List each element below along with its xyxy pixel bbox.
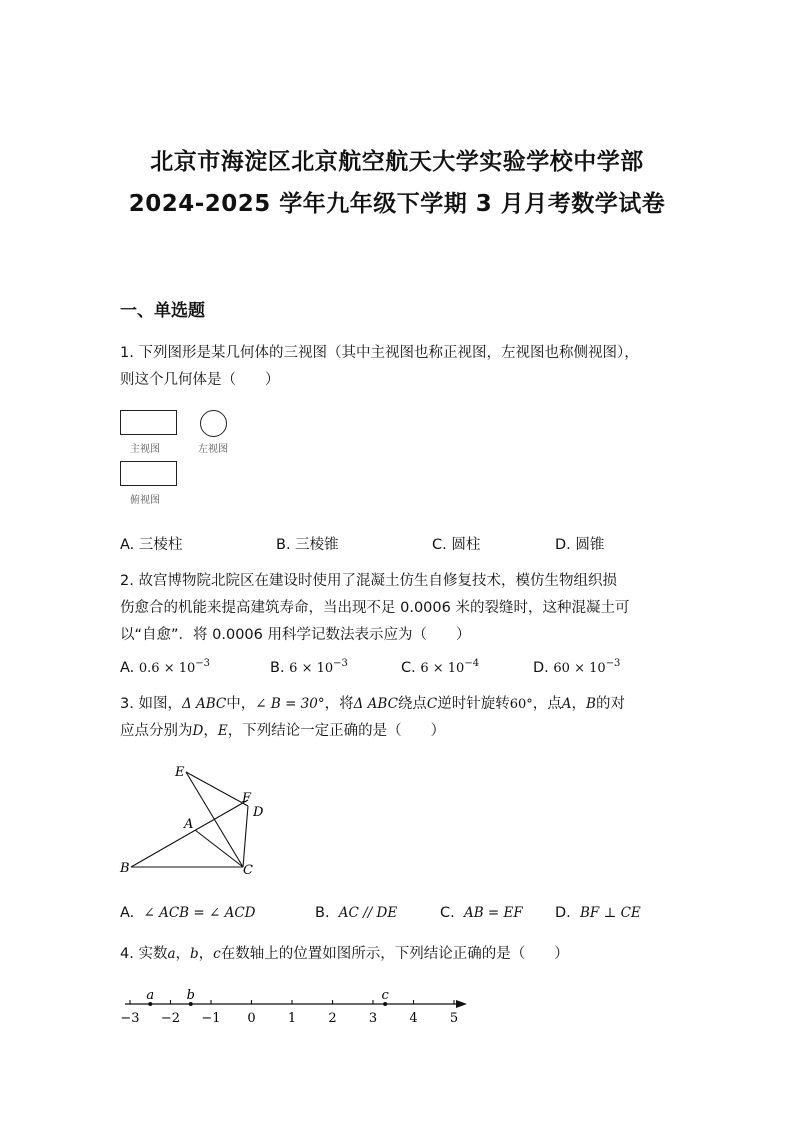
- q2-option-a[interactable]: A. $0.6 \times 10^{-3}$: [120, 658, 211, 676]
- label-B: B: [120, 861, 130, 876]
- left-view-circle: [200, 410, 227, 437]
- q1-option-a[interactable]: A. 三棱柱: [120, 537, 183, 553]
- q1-option-d[interactable]: D. 圆锥: [555, 537, 605, 553]
- axis-tick-label: 3: [368, 1011, 378, 1026]
- section-heading: 一、单选题: [120, 301, 205, 321]
- axis-tick-label: 5: [449, 1011, 459, 1026]
- q3-option-d[interactable]: D. BF ⊥ CE: [555, 905, 641, 921]
- q2-line3: 以“自愈”．将 0.0006 用科学记数法表示应为（ ）: [120, 627, 471, 643]
- question-4: 4. 实数a，b，c在数轴上的位置如图所示，下列结论正确的是（ ）: [120, 946, 569, 962]
- number-line-figure: [115, 982, 485, 1032]
- point-label-b: b: [186, 988, 195, 1003]
- top-view-caption: 俯视图: [130, 495, 160, 506]
- q1-option-b[interactable]: B. 三棱锥: [276, 537, 339, 553]
- question-1: [120, 340, 680, 394]
- q1-line1: 1. 下列图形是某几何体的三视图（其中主视图也称正视图，左视图也称侧视图），: [120, 345, 639, 361]
- q3-line1: 3. 如图，Δ ABC中，∠ B = 30°，将Δ ABC绕点C逆时针旋转60°，点A，B的对: [120, 696, 625, 712]
- axis-tick-label: −1: [201, 1011, 221, 1026]
- label-E: E: [175, 765, 185, 780]
- point-label-a: a: [146, 988, 155, 1003]
- q3-line2: 应点分别为D，E，下列结论一定正确的是（ ）: [120, 723, 446, 739]
- q3-option-b[interactable]: B. AC // DE: [315, 905, 398, 921]
- segment-DC: [243, 806, 248, 867]
- exam-title-line1: 北京市海淀区北京航空航天大学实验学校中学部: [150, 149, 644, 175]
- top-view-rect: [120, 461, 177, 486]
- axis-tick-label: 4: [409, 1011, 418, 1026]
- front-view-caption: 主视图: [130, 444, 160, 455]
- q2-option-d[interactable]: D. $60 \times 10^{-3}$: [533, 658, 621, 676]
- question-3: [120, 691, 700, 745]
- q2-option-b[interactable]: B. $6 \times 10^{-3}$: [270, 658, 348, 676]
- segment-ED: [186, 772, 248, 806]
- q1-option-c[interactable]: C. 圆柱: [432, 537, 481, 553]
- axis-tick-label: 1: [287, 1011, 297, 1026]
- segment-AC: [195, 830, 243, 867]
- left-view-caption: 左视图: [198, 444, 228, 455]
- axis-tick-label: 0: [247, 1011, 256, 1026]
- axis-tick-label: 2: [328, 1011, 337, 1026]
- triangle-rotation-figure: [115, 760, 275, 880]
- point-label-c: c: [381, 988, 389, 1003]
- q3-option-a[interactable]: A. ∠ ACB = ∠ ACD: [120, 905, 256, 921]
- three-view-figure: [120, 410, 270, 510]
- exam-title-line2: 2024-2025 学年九年级下学期 3 月月考数学试卷: [128, 191, 666, 217]
- label-A: A: [184, 817, 194, 832]
- axis-tick-label: −2: [160, 1011, 181, 1026]
- label-F: F: [242, 791, 252, 806]
- number-line-arrow: [456, 1000, 467, 1008]
- front-view-rect: [120, 410, 177, 435]
- q1-line2: 则这个几何体是（ ）: [120, 372, 280, 388]
- q2-line2: 伤愈合的机能来提高建筑寿命，当出现不足 0.0006 米的裂缝时，这种混凝土可: [120, 600, 630, 616]
- label-D: D: [253, 805, 264, 820]
- q3-option-c[interactable]: C. AB = EF: [440, 905, 523, 921]
- axis-tick-label: −3: [120, 1011, 140, 1026]
- question-2: [120, 568, 680, 649]
- q2-line1: 2. 故宫博物院北院区在建设时使用了混凝土仿生自修复技术，模仿生物组织损: [120, 573, 617, 589]
- q2-option-c[interactable]: C. $6 \times 10^{-4}$: [401, 658, 480, 676]
- label-C: C: [243, 863, 253, 878]
